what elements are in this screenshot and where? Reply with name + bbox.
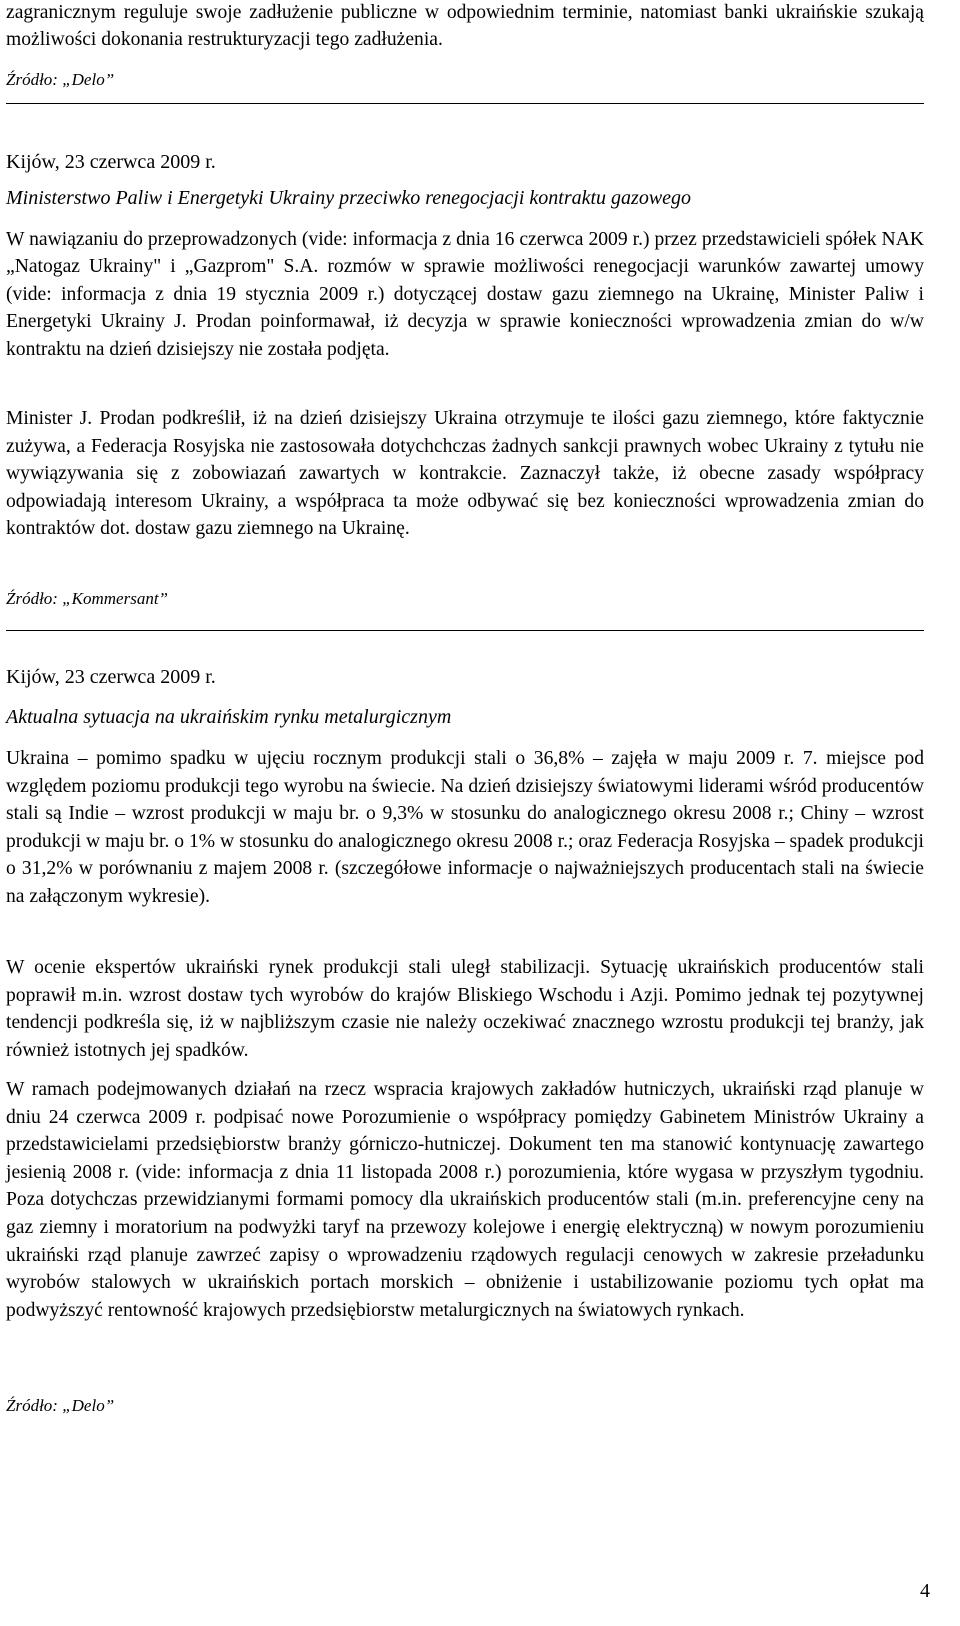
article2-title: Aktualna sytuacja na ukraińskim rynku metalurgicznym	[6, 706, 452, 728]
divider-1	[6, 103, 924, 104]
page-number: 4	[920, 1580, 930, 1602]
divider-2	[6, 630, 924, 631]
article2-paragraph-2: W ocenie ekspertów ukraiński rynek produkcji stali uległ stabilizacji. Sytuację ukraińskich producentów stali poprawił m.in. wzrost dostaw tych wyrobów do krajów Bliskiego Wschodu i Azji. Pomimo jednak tej pozytywnej tendencji podkreśla się, iż w najbliższym czasie nie należy oczekiwać znacznego wzrostu produkcji tej branży, jak również istotnych jej spadków.	[6, 957, 924, 1061]
article1-date: Kijów, 23 czerwca 2009 r.	[6, 151, 216, 173]
article2-paragraph-1: Ukraina – pomimo spadku w ujęciu rocznym produkcji stali o 36,8% – zajęła w maju 2009 r. 7. miejsce pod względem poziomu produkcji tego wyrobu na świecie. Na dzień dzisiejszy światowymi liderami wśród producentów stali są Indie – wzrost produkcji w maju br. o 9,3% w stosunku do analogicznego okresu 2008 r.; Chiny – wzrost produkcji w maju br. o 1% w stosunku do analogicznego okresu 2008 r.; oraz Federacja Rosyjska – spadek produkcji o 31,2% w porównaniu z majem 2008 r. (szczegółowe informacje o najważniejszych producentach stali na świecie na załączonym wykresie).	[6, 748, 924, 907]
article1-paragraph-1: W nawiązaniu do przeprowadzonych (vide: informacja z dnia 16 czerwca 2009 r.) przez przedstawicieli spółek NAK „Natogaz Ukrainy" i „Gazprom" S.A. rozmów w sprawie możliwości renegocjacji warunków zawartej umowy (vide: informacja z dnia 19 stycznia 2009 r.) dotyczącej dostaw gazu ziemnego na Ukrainę, Minister Paliw i Energetyki Ukrainy J. Prodan poinformawał, iż decyzja w sprawie konieczności wprowadzenia zmian do w/w kontraktu na dzień dzisiejszy nie została podjęta.	[6, 229, 924, 360]
article1-paragraph-2: Minister J. Prodan podkreślił, iż na dzień dzisiejszy Ukraina otrzymuje te ilości gazu ziemnego, które faktycznie zużywa, a Federacja Rosyjska nie zastosowała dotychchczas żadnych sankcji prawnych wobec Ukrainy z tytułu nie wywiązywania się z zobowiazań zawartych w kontrakcie. Zaznaczył także, iż obecne zasady współpracy odpowiadają interesom Ukrainy, a współpraca ta może odbywać się bez konieczności wprowadzenia zmian do kontraktów dot. dostaw gazu ziemnego na Ukrainę.	[6, 408, 924, 540]
article1-source: Źródło: „Kommersant”	[6, 589, 169, 608]
article2-date: Kijów, 23 czerwca 2009 r.	[6, 666, 216, 688]
article1-title: Ministerstwo Paliw i Energetyki Ukrainy przeciwko renegocjacji kontraktu gazowego	[6, 187, 692, 209]
top-source: Źródło: „Delo”	[6, 70, 115, 89]
top-paragraph: zagranicznym reguluje swoje zadłużenie publiczne w odpowiednim terminie, natomiast banki ukraińskie szukają możliwości dokonania restrukturyzacji tego zadłużenia.	[6, 2, 924, 50]
article2-paragraph-3: W ramach podejmowanych działań na rzecz wspracia krajowych zakładów hutniczych, ukraiński rząd planuje w dniu 24 czerwca 2009 r. podpisać nowe Porozumienie o współpracy pomiędzy Gabinetem Ministrów Ukrainy a przedstawicielami przedsiębiorstw branży górniczo-hutniczej. Dokument ten ma stanowić kontynuację zawartego jesienią 2008 r. (vide: informacja z dnia 11 listopada 2008 r.) porozumienia, które wygasa w przyszłym tygodniu. Poza dotychczas przewidzianymi formami pomocy dla ukraińskich producentów stali (m.in. preferencyjne ceny na gaz ziemny i moratorium na podwyżki taryf na przewozy kolejowe i energię elektryczną) w nowym porozumieniu ukraiński rząd planuje zawrzeć zapisy o wprowadzeniu rządowych regulacji cenowych w zakresie przeładunku wyrobów stalowych w ukraińskich portach morskich – obniżenie i ustabilizowanie poziomu tych opłat ma podwyższyć rentowność krajowych przedsiębiorstw metalurgicznych na światowych rynkach.	[6, 1079, 924, 1321]
article2-source: Źródło: „Delo”	[6, 1396, 115, 1415]
